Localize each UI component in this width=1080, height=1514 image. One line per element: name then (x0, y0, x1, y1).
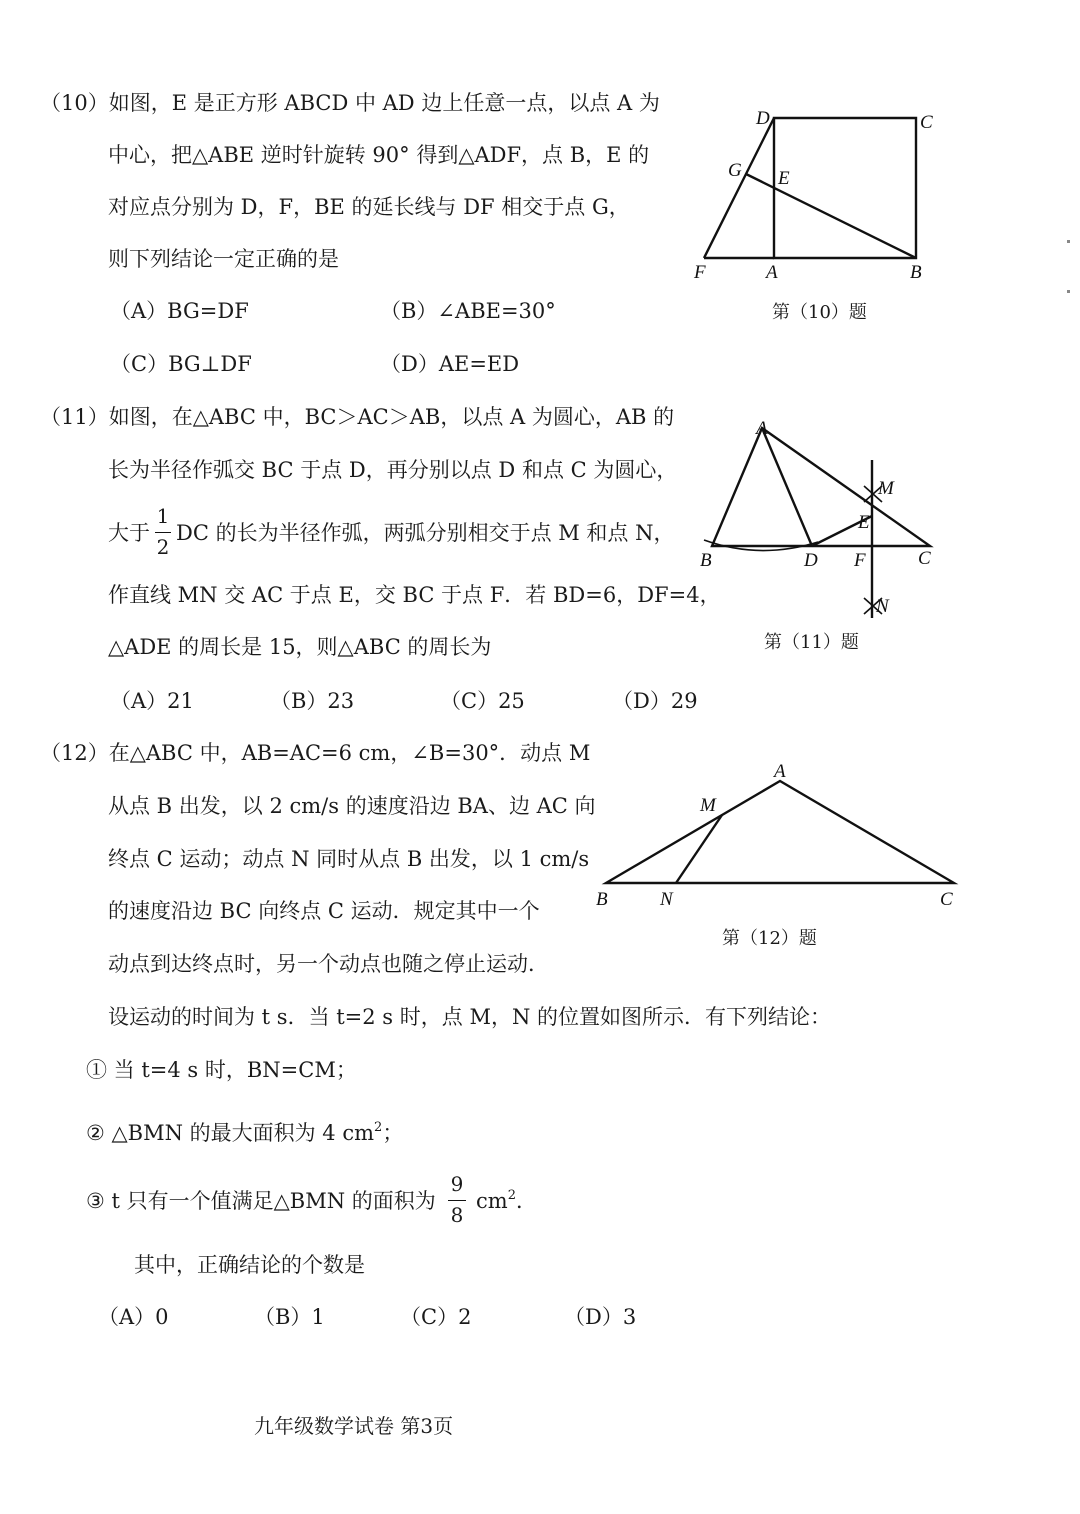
q10-line-4: 则下列结论一定正确的是 (108, 247, 339, 271)
q11-label-m: M (878, 478, 894, 499)
q10-line-3: 对应点分别为 D，F，BE 的延长线与 DF 相交于点 G， (108, 195, 630, 219)
q10-square (774, 118, 916, 258)
q11-figure (690, 410, 950, 625)
q10-label-g: G (728, 160, 742, 181)
q11-caption: 第（11）题 (764, 632, 859, 653)
q10-option-c: （C）BG⊥DF (110, 352, 252, 376)
q11-line-2: 长为半径作弧交 BC 于点 D，再分别以点 D 和点 C 为圆心， (108, 458, 678, 482)
q12-option-b: （B）1 (254, 1305, 325, 1329)
q12-conclusion-3-end: ． (515, 1189, 537, 1213)
q12-figure (590, 755, 980, 915)
q12-line-5: 动点到达终点时，另一个动点也随之停止运动． (108, 952, 549, 976)
q12-question: 其中，正确结论的个数是 (134, 1253, 365, 1277)
q10-label-e: E (778, 168, 790, 189)
q12-line-1: （12）在△ABC 中，AB=AC=6 cm，∠B=30°．动点 M (40, 741, 591, 765)
q12-conclusion-2-end: ； (382, 1121, 404, 1145)
q10-label-d: D (756, 108, 770, 129)
q11-line-5: △ADE 的周长是 15，则△ABC 的周长为 (108, 635, 492, 659)
q10-option-d: （D）AE=ED (380, 352, 520, 376)
q11-option-b: （B）23 (270, 689, 355, 713)
q10-label-a: A (766, 262, 778, 283)
q12-label-a: A (774, 761, 786, 782)
q12-option-d: （D）3 (564, 1305, 637, 1329)
q12-fraction-numerator: 9 (450, 1172, 464, 1196)
q12-option-c: （C）2 (400, 1305, 472, 1329)
q12-conclusion-2-exponent: 2 (374, 1120, 383, 1135)
q11-fraction-numerator: 1 (156, 504, 170, 528)
q10-caption: 第（10）题 (772, 302, 867, 323)
q12-label-n: N (660, 889, 673, 910)
q11-option-a: （A）21 (110, 689, 194, 713)
q12-conclusion-1: ① 当 t=4 s 时，BN=CM； (86, 1058, 357, 1082)
q10-label-c: C (920, 112, 933, 133)
q11-label-e: E (858, 512, 870, 533)
q12-label-m: M (700, 795, 716, 816)
q12-line-2: 从点 B 出发，以 2 cm/s 的速度沿边 BA、边 AC 向 (108, 794, 596, 818)
q11-fraction-denominator: 2 (156, 535, 170, 559)
q11-line-3-post: DC 的长为半径作弧，两弧分别相交于点 M 和点 N， (176, 521, 675, 545)
q11-label-c: C (918, 548, 931, 569)
q12-fraction-denominator: 8 (450, 1203, 464, 1227)
q11-label-n: N (876, 596, 889, 617)
q10-option-b: （B）∠ABE=30° (380, 299, 556, 323)
q11-option-d: （D）29 (612, 689, 698, 713)
q10-figure (690, 100, 950, 290)
q12-line-3: 终点 C 运动；动点 N 同时从点 B 出发，以 1 cm/s (108, 847, 590, 871)
q10-option-a: （A）BG=DF (110, 299, 249, 323)
q12-fraction (448, 1170, 466, 1230)
q11-line-4: 作直线 MN 交 AC 于点 E，交 BC 于点 F．若 BD=6，DF=4， (108, 583, 721, 607)
q12-conclusion-2-text: ② △BMN 的最大面积为 4 cm (86, 1121, 375, 1145)
q10-segment-fd (704, 118, 774, 258)
q12-line-4: 的速度沿边 BC 向终点 C 运动．规定其中一个 (108, 899, 540, 923)
q10-label-b: B (910, 262, 922, 283)
q12-conclusion-3-text: ③ t 只有一个值满足△BMN 的面积为 (86, 1189, 436, 1213)
q11-fraction (155, 502, 171, 562)
q12-caption: 第（12）题 (722, 928, 817, 949)
scan-speck (1067, 240, 1070, 243)
q10-label-f: F (694, 262, 706, 283)
q12-conclusion-3-exponent: 2 (507, 1188, 516, 1203)
page-footer: 九年级数学试卷 第3页 (254, 1414, 454, 1438)
q11-line-1: （11）如图，在△ABC 中，BC＞AC＞AB，以点 A 为圆心，AB 的 (40, 405, 675, 429)
q10-line-2: 中心，把△ABE 逆时针旋转 90° 得到△ADF，点 B，E 的 (108, 143, 650, 167)
q11-label-a: A (756, 418, 768, 439)
q10-segment-gb (746, 174, 916, 258)
q11-triangle-abc (712, 428, 930, 546)
q12-option-a: （A）0 (98, 1305, 169, 1329)
q11-option-c: （C）25 (440, 689, 525, 713)
q12-segment-mn (676, 815, 722, 883)
q11-label-b: B (700, 550, 712, 571)
q12-label-c: C (940, 889, 953, 910)
q12-conclusion-3-cm: cm (476, 1189, 508, 1213)
q11-label-f: F (854, 550, 866, 571)
q12-triangle-abc (606, 781, 954, 883)
q11-label-d: D (804, 550, 818, 571)
q12-conclusion-3-unit (476, 1186, 537, 1220)
q10-line-1: （10）如图，E 是正方形 ABCD 中 AD 边上任意一点，以点 A 为 (40, 91, 660, 115)
q12-conclusion-2 (86, 1118, 403, 1152)
q12-line-6: 设运动的时间为 t s．当 t=2 s 时，点 M，N 的位置如图所示．有下列结论： (108, 1005, 831, 1029)
scan-speck (1067, 290, 1070, 293)
q11-line-3-pre: 大于 (108, 521, 150, 545)
q12-label-b: B (596, 889, 608, 910)
